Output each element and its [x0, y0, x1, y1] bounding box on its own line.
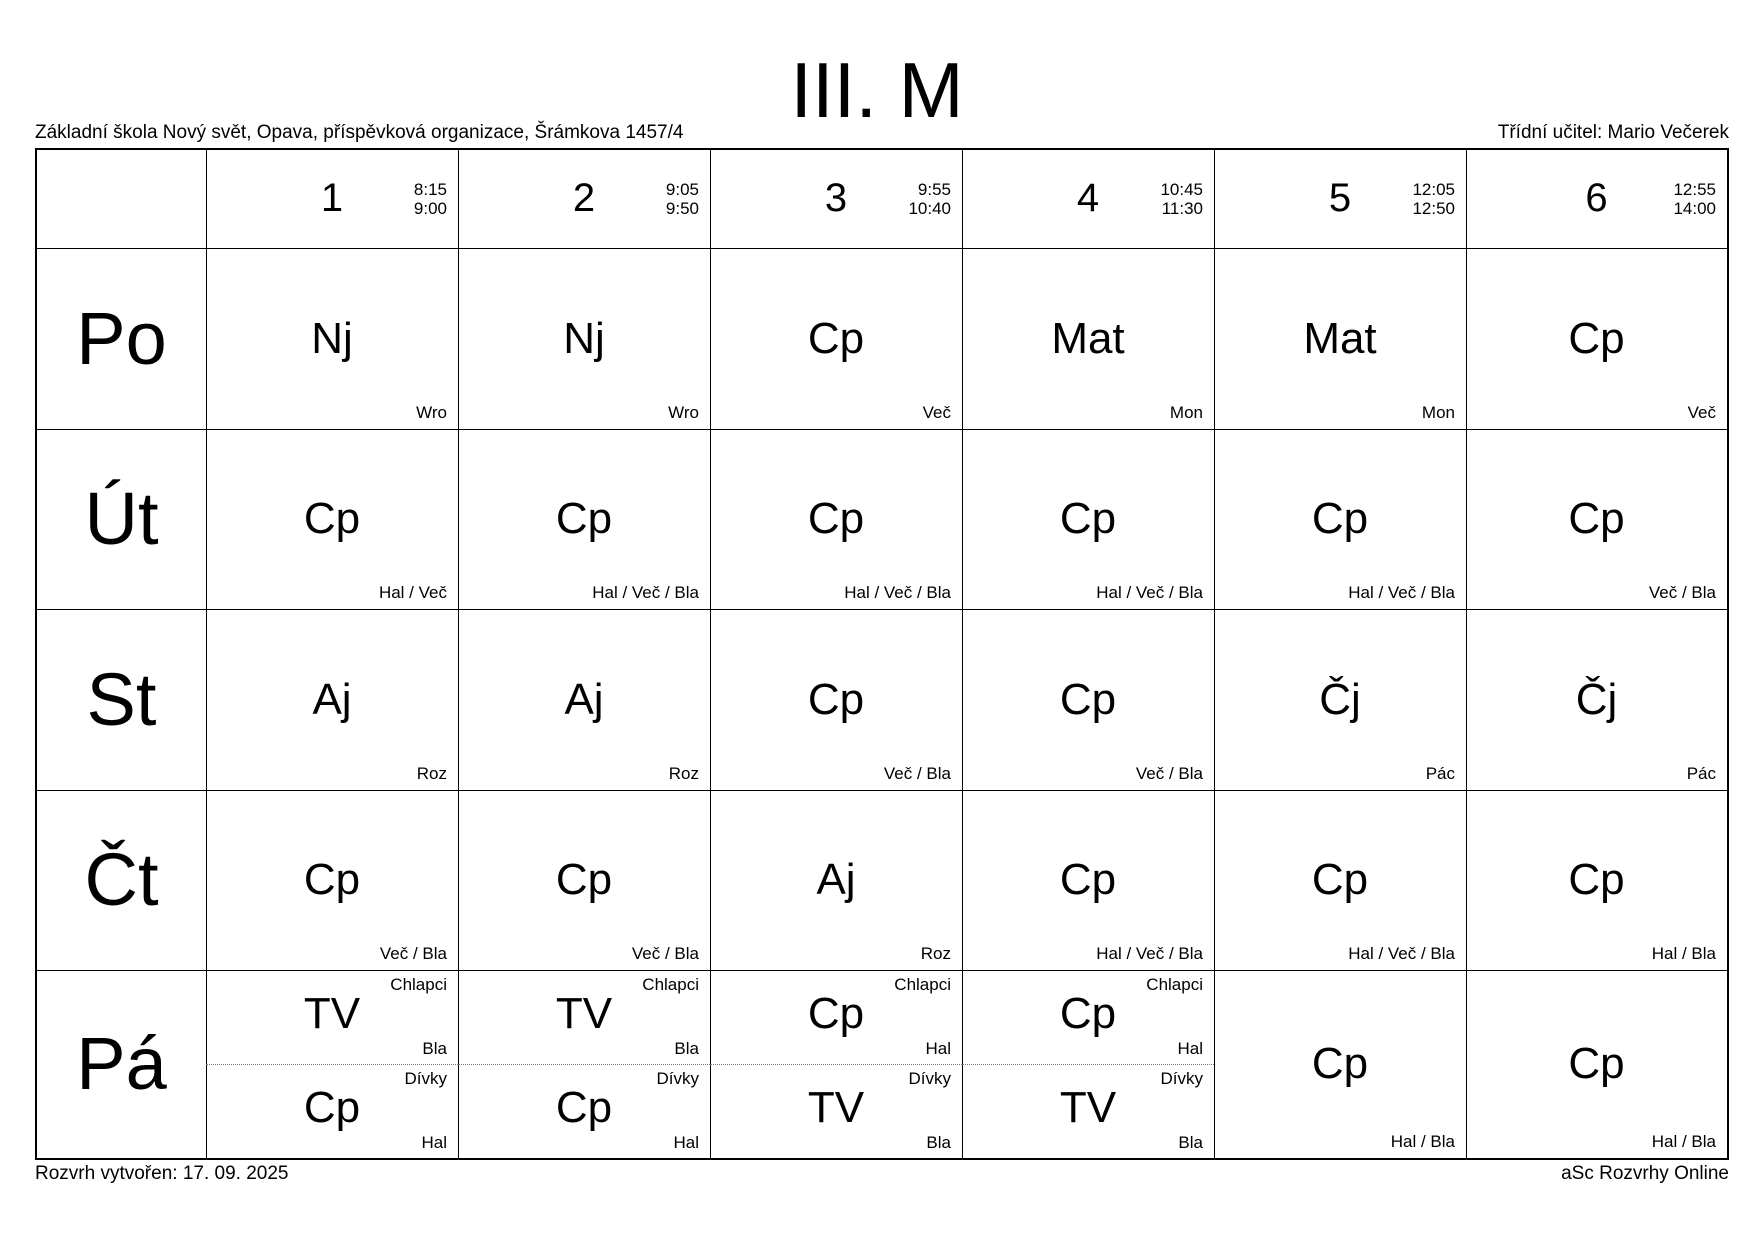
lesson-teachers: Več / Bla — [883, 764, 951, 783]
period-number: 6 — [1585, 176, 1608, 220]
group-lesson[interactable] — [206, 970, 458, 1064]
lesson-subject: Cp — [1059, 494, 1117, 543]
lesson-subject: Cp — [1311, 1039, 1369, 1088]
period-start-time: 8:15 — [413, 180, 447, 199]
period-end-time: 14:00 — [1673, 199, 1716, 218]
lesson-subject: Čj — [1319, 674, 1361, 724]
lesson-group: Chlapci — [642, 975, 699, 994]
period-end-time: 11:30 — [1161, 199, 1203, 218]
lesson-cell[interactable] — [206, 429, 458, 609]
lesson-subject: TV — [303, 989, 361, 1038]
lesson-teachers: Hal / Več / Bla — [1348, 944, 1455, 963]
group-split-line — [206, 1064, 458, 1065]
created-date: Rozvrh vytvořen: 17. 09. 2025 — [35, 1163, 289, 1184]
lesson-cell[interactable] — [1214, 248, 1466, 429]
period-number: 2 — [572, 176, 596, 220]
lesson-cell[interactable] — [962, 429, 1214, 609]
generator-credit: aSc Rozvrhy Online — [1561, 1163, 1729, 1184]
lesson-teachers: Mon — [1169, 403, 1203, 422]
lesson-cell[interactable] — [1466, 970, 1727, 1158]
period-number: 1 — [320, 176, 344, 220]
lesson-teachers: Bla — [422, 1039, 447, 1058]
school-name: Základní škola Nový svět, Opava, příspěvková organizace, Šrámkova 1457/4 — [35, 122, 684, 143]
lesson-teachers: Hal / Bla — [1651, 944, 1716, 963]
period-time — [1412, 180, 1455, 218]
lesson-cell[interactable] — [206, 248, 458, 429]
lesson-subject: Cp — [1568, 1039, 1625, 1088]
lesson-subject: Cp — [1311, 855, 1369, 904]
lesson-teachers: Hal / Bla — [1390, 1132, 1455, 1151]
lesson-subject: Cp — [303, 494, 361, 543]
group-lesson[interactable] — [962, 970, 1214, 1064]
period-time — [908, 180, 951, 218]
lesson-cell[interactable] — [962, 970, 1214, 1158]
lesson-cell[interactable] — [1466, 429, 1727, 609]
group-lesson[interactable] — [962, 1064, 1214, 1158]
period-header — [1214, 150, 1466, 248]
lesson-teachers: Hal / Več — [378, 583, 447, 602]
lesson-teachers: Hal / Več / Bla — [1348, 583, 1455, 602]
lesson-subject: Cp — [1059, 989, 1117, 1038]
period-start-time: 9:05 — [665, 180, 699, 199]
lesson-cell[interactable] — [710, 609, 962, 790]
lesson-subject: Čj — [1575, 674, 1618, 724]
lesson-subject: Aj — [312, 674, 352, 724]
lesson-subject: TV — [807, 1083, 865, 1132]
lesson-cell[interactable] — [458, 970, 710, 1158]
lesson-teachers: Wro — [668, 403, 699, 422]
period-number: 3 — [824, 176, 848, 220]
lesson-subject: Cp — [807, 674, 865, 724]
period-header — [1466, 150, 1727, 248]
lesson-teachers: Hal / Več / Bla — [1096, 944, 1203, 963]
lesson-teachers: Hal / Več / Bla — [1096, 583, 1203, 602]
period-number: 5 — [1328, 176, 1352, 220]
day-label: Út — [84, 477, 159, 560]
lesson-teachers: Več / Bla — [1648, 583, 1716, 602]
day-label: Pá — [76, 1022, 167, 1105]
day-label: St — [86, 657, 157, 741]
lesson-group: Chlapci — [894, 975, 951, 994]
lesson-cell[interactable] — [1466, 609, 1727, 790]
day-label-cell — [37, 790, 206, 970]
lesson-cell[interactable] — [458, 609, 710, 790]
group-split-line — [458, 1064, 710, 1065]
lesson-cell[interactable] — [1214, 790, 1466, 970]
lesson-teachers: Več — [922, 403, 951, 422]
day-label: Po — [76, 296, 167, 380]
lesson-teachers: Hal / Več / Bla — [844, 583, 951, 602]
period-start-time: 12:55 — [1673, 180, 1716, 199]
lesson-subject: TV — [555, 989, 613, 1038]
period-time — [666, 180, 699, 218]
lesson-teachers: Več / Bla — [1135, 764, 1203, 783]
period-number: 4 — [1076, 176, 1100, 220]
corner-cell — [37, 150, 206, 248]
lesson-group: Chlapci — [390, 975, 447, 994]
day-label-cell — [37, 429, 206, 609]
lesson-cell[interactable] — [962, 790, 1214, 970]
lesson-teachers: Roz — [668, 764, 699, 783]
day-label-cell — [37, 609, 206, 790]
lesson-cell[interactable] — [710, 429, 962, 609]
lesson-subject: Cp — [1568, 855, 1625, 904]
group-lesson[interactable] — [710, 1064, 962, 1158]
period-time — [1673, 180, 1716, 218]
lesson-subject: TV — [1059, 1083, 1117, 1132]
period-time — [1160, 180, 1203, 218]
lesson-subject: Cp — [1059, 674, 1117, 724]
lesson-subject: Cp — [555, 494, 613, 543]
lesson-teachers: Več — [1687, 403, 1716, 422]
lesson-subject: Nj — [563, 313, 605, 363]
lesson-group: Dívky — [908, 1069, 951, 1088]
lesson-subject: Cp — [807, 494, 865, 543]
lesson-cell[interactable] — [710, 248, 962, 429]
lesson-teachers: Hal / Bla — [1651, 1132, 1716, 1151]
lesson-cell[interactable] — [1466, 790, 1727, 970]
period-header — [962, 150, 1214, 248]
lesson-teachers: Več / Bla — [631, 944, 699, 963]
lesson-teachers: Hal — [1177, 1039, 1203, 1058]
page-title: III. M — [790, 46, 964, 134]
lesson-teachers: Bla — [674, 1039, 699, 1058]
lesson-teachers: Bla — [1178, 1133, 1203, 1152]
lesson-teachers: Pác — [1686, 764, 1716, 783]
group-lesson[interactable] — [458, 1064, 710, 1158]
lesson-teachers: Mon — [1421, 403, 1455, 422]
period-header — [206, 150, 458, 248]
period-header — [710, 150, 962, 248]
period-start-time: 10:45 — [1160, 180, 1203, 199]
lesson-cell[interactable] — [710, 970, 962, 1158]
lesson-subject: Mat — [1303, 313, 1377, 363]
lesson-teachers: Hal — [421, 1133, 447, 1152]
lesson-teachers: Več / Bla — [379, 944, 447, 963]
lesson-teachers: Bla — [926, 1133, 951, 1152]
lesson-subject: Cp — [555, 1083, 613, 1132]
lesson-teachers: Pác — [1425, 764, 1455, 783]
group-split-line — [710, 1064, 962, 1065]
lesson-subject: Mat — [1051, 313, 1125, 363]
lesson-subject: Nj — [311, 313, 353, 363]
lesson-teachers: Hal — [925, 1039, 951, 1058]
lesson-teachers: Roz — [416, 764, 447, 783]
lesson-subject: Aj — [564, 674, 604, 724]
period-time — [414, 180, 447, 218]
lesson-group: Dívky — [404, 1069, 447, 1088]
group-lesson[interactable] — [206, 1064, 458, 1158]
period-start-time: 12:05 — [1412, 180, 1455, 199]
lesson-subject: Cp — [1311, 494, 1369, 543]
lesson-subject: Cp — [1568, 494, 1625, 543]
period-start-time: 9:55 — [917, 180, 951, 199]
lesson-group: Chlapci — [1146, 975, 1203, 994]
period-end-time: 12:50 — [1412, 199, 1455, 218]
lesson-cell[interactable] — [458, 790, 710, 970]
period-end-time: 10:40 — [908, 199, 951, 218]
lesson-subject: Cp — [303, 1083, 361, 1132]
lesson-cell[interactable] — [1214, 609, 1466, 790]
period-end-time: 9:50 — [665, 199, 699, 218]
lesson-cell[interactable] — [206, 790, 458, 970]
class-teacher: Třídní učitel: Mario Večerek — [1497, 122, 1729, 143]
lesson-teachers: Hal / Več / Bla — [592, 583, 699, 602]
timetable-grid — [35, 148, 1729, 1160]
lesson-cell[interactable] — [1214, 429, 1466, 609]
lesson-subject: Cp — [1568, 313, 1625, 363]
lesson-subject: Cp — [807, 313, 865, 363]
day-label-cell — [37, 248, 206, 429]
lesson-cell[interactable] — [710, 790, 962, 970]
lesson-cell[interactable] — [206, 970, 458, 1158]
period-header — [458, 150, 710, 248]
lesson-subject: Cp — [807, 989, 865, 1038]
group-split-line — [962, 1064, 1214, 1065]
lesson-group: Dívky — [656, 1069, 699, 1088]
lesson-teachers: Wro — [416, 403, 447, 422]
group-lesson[interactable] — [710, 970, 962, 1064]
lesson-cell[interactable] — [458, 429, 710, 609]
lesson-teachers: Roz — [920, 944, 951, 963]
lesson-cell[interactable] — [458, 248, 710, 429]
group-lesson[interactable] — [458, 970, 710, 1064]
lesson-cell[interactable] — [1466, 248, 1727, 429]
lesson-subject: Cp — [303, 855, 361, 904]
day-label: Čt — [84, 838, 159, 921]
lesson-teachers: Hal — [673, 1133, 699, 1152]
lesson-cell[interactable] — [962, 609, 1214, 790]
lesson-subject: Cp — [1059, 855, 1117, 904]
lesson-cell[interactable] — [962, 248, 1214, 429]
lesson-subject: Cp — [555, 855, 613, 904]
lesson-group: Dívky — [1160, 1069, 1203, 1088]
day-label-cell — [37, 970, 206, 1158]
lesson-subject: Aj — [816, 855, 856, 904]
period-end-time: 9:00 — [413, 199, 447, 218]
lesson-cell[interactable] — [1214, 970, 1466, 1158]
lesson-cell[interactable] — [206, 609, 458, 790]
